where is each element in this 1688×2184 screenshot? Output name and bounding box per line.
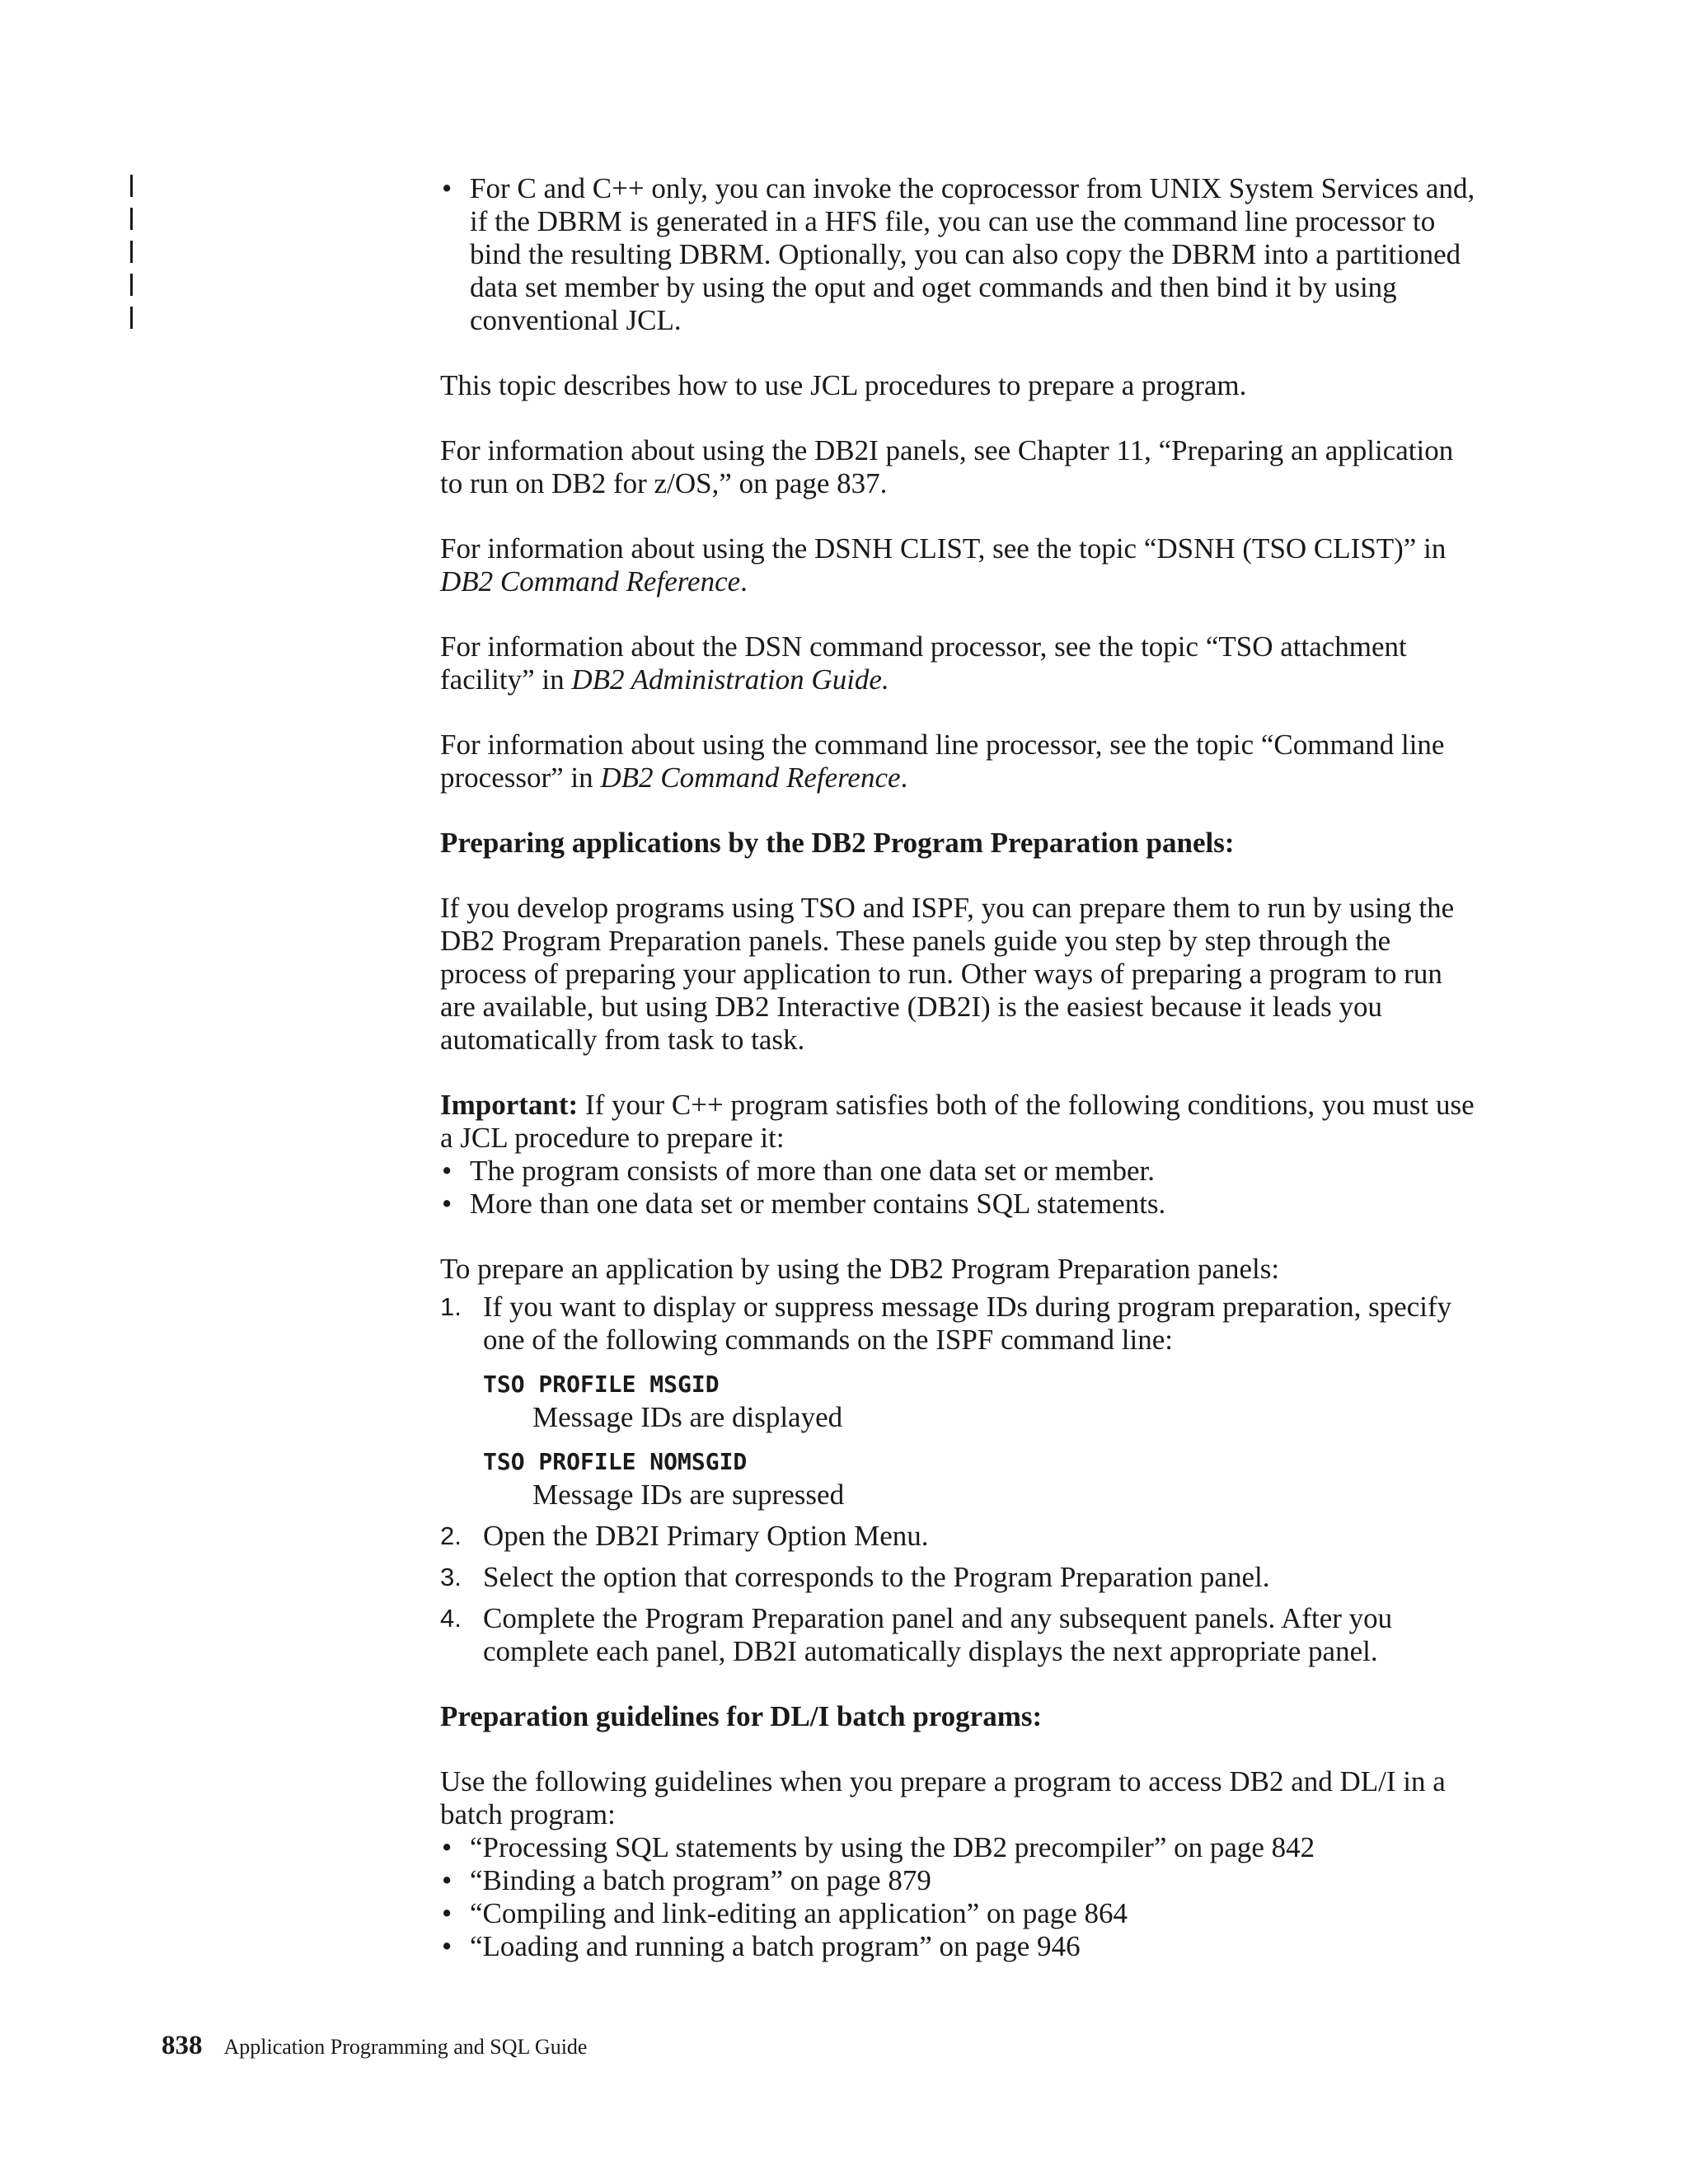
bullet-icon: •: [442, 1155, 452, 1187]
important-text: If your C++ program satisfies both of the following conditions, you must use a JCL procedure to prepare it:: [440, 1089, 1475, 1154]
list-item: [440, 1897, 1479, 1930]
step-text: Select the option that corresponds to the Program Preparation panel.: [483, 1561, 1270, 1593]
paragraph-text: For information about the DSN command processor, see the topic “TSO attachment facility” in: [440, 630, 1407, 696]
step-number: 1.: [440, 1292, 462, 1321]
step-text: Complete the Program Preparation panel and any subsequent panels. After you complete each panel, DB2I automatically displays the next appropriate panel.: [483, 1602, 1393, 1667]
guidelines-list: [440, 1831, 1479, 1963]
command-term: TSO PROFILE NOMSGID: [483, 1448, 748, 1475]
list-item: [440, 1831, 1479, 1864]
guideline-link[interactable]: “Binding a batch program” on page 879: [470, 1864, 931, 1896]
steps-intro: To prepare an application by using the DB2 Program Preparation panels:: [440, 1253, 1280, 1285]
list-item: [440, 1864, 1479, 1897]
step-item: [440, 1602, 1479, 1668]
heading-dli: Preparation guidelines for DL/I batch programs:: [440, 1700, 1043, 1732]
change-bar: [130, 175, 133, 197]
list-item: [440, 172, 1479, 337]
bullet-icon: •: [442, 1831, 452, 1863]
step-number: 3.: [440, 1563, 462, 1591]
step-number: 2.: [440, 1521, 462, 1550]
paragraph-db2i: For information about using the DB2I panels, see Chapter 11, “Preparing an application to run on DB2 for z/OS,” on page 837.: [440, 434, 1454, 499]
important-label: Important:: [440, 1089, 579, 1121]
page-number: 838: [162, 2031, 203, 2060]
step-item: [440, 1291, 1479, 1511]
steps-list: [440, 1291, 1479, 1668]
list-item-text: For C and C++ only, you can invoke the coprocessor from UNIX System Services and, if the DBRM is generated in a HFS file, you can use the command line processor to bind the resulting DBRM. Optionally, you can also copy the DBRM into a partitioned data set member by using the oput and oget commands and then bind it by using conventional JCL.: [470, 172, 1475, 336]
command-term: TSO PROFILE MSGID: [483, 1371, 720, 1398]
list-item: [440, 1155, 1479, 1188]
list-item: [440, 1188, 1479, 1221]
page-content: [440, 172, 1479, 1995]
bullet-icon: •: [442, 1897, 452, 1929]
paragraph-dsn: [440, 630, 1479, 696]
book-reference: DB2 Command Reference: [600, 762, 901, 794]
step-text: If you want to display or suppress message IDs during program preparation, specify one of the following commands on the ISPF command line:: [483, 1291, 1452, 1356]
command-definitions: [483, 1368, 1479, 1511]
paragraph-clp: [440, 729, 1479, 794]
book-reference: DB2 Command Reference: [440, 565, 741, 598]
step-text: Open the DB2I Primary Option Menu.: [483, 1520, 929, 1552]
bullet-icon: •: [442, 1930, 452, 1962]
book-reference: DB2 Administration Guide.: [571, 663, 889, 696]
paragraph-jcl: This topic describes how to use JCL procedures to prepare a program.: [440, 369, 1247, 401]
change-bar: [130, 241, 133, 263]
list-item-text: The program consists of more than one data set or member.: [470, 1155, 1156, 1187]
paragraph-text: For information about using the DSNH CLIST, see the topic “DSNH (TSO CLIST)” in: [440, 532, 1447, 565]
guideline-link[interactable]: “Compiling and link-editing an application” on page 864: [470, 1897, 1128, 1929]
bullet-icon: •: [442, 1188, 452, 1220]
paragraph-text: For information about using the command line processor, see the topic “Command line processor” in: [440, 729, 1445, 794]
conditions-list: [440, 1155, 1479, 1221]
command-description: Message IDs are supressed: [532, 1479, 845, 1511]
change-bar: [130, 208, 133, 230]
list-item-text: More than one data set or member contains SQL statements.: [470, 1188, 1166, 1220]
heading-panels: Preparing applications by the DB2 Program Preparation panels:: [440, 827, 1235, 859]
list-item: [440, 1930, 1479, 1963]
paragraph-end: .: [900, 762, 908, 794]
step-item: [440, 1561, 1479, 1594]
paragraph-dsnh: [440, 532, 1479, 598]
bullet-icon: •: [442, 1864, 452, 1896]
change-bar: [130, 307, 133, 329]
guideline-link[interactable]: “Processing SQL statements by using the DB2 precompiler” on page 842: [470, 1831, 1315, 1863]
coprocessor-bullet-list: [440, 172, 1479, 337]
page-footer: [162, 2029, 587, 2064]
important-note: [440, 1089, 1479, 1155]
change-bars: [130, 175, 138, 340]
book-title: Application Programming and SQL Guide: [223, 2035, 588, 2059]
paragraph-end: .: [740, 565, 748, 598]
bullet-icon: •: [442, 172, 452, 204]
command-description: Message IDs are displayed: [532, 1401, 843, 1433]
change-bar: [130, 274, 133, 296]
step-number: 4.: [440, 1604, 462, 1633]
step-item: [440, 1520, 1479, 1553]
paragraph-tso: If you develop programs using TSO and ISPF, you can prepare them to run by using the DB2 Program Preparation panels. These panels guide you step by step through the process of preparing your application to run. Other ways of preparing a program to run are available, but using DB2 Interactive (DB2I) is the easiest because it leads you automatically from task to task.: [440, 892, 1455, 1056]
paragraph-dli: Use the following guidelines when you prepare a program to access DB2 and DL/I in a batch program:: [440, 1765, 1446, 1830]
guideline-link[interactable]: “Loading and running a batch program” on page 946: [470, 1930, 1081, 1962]
